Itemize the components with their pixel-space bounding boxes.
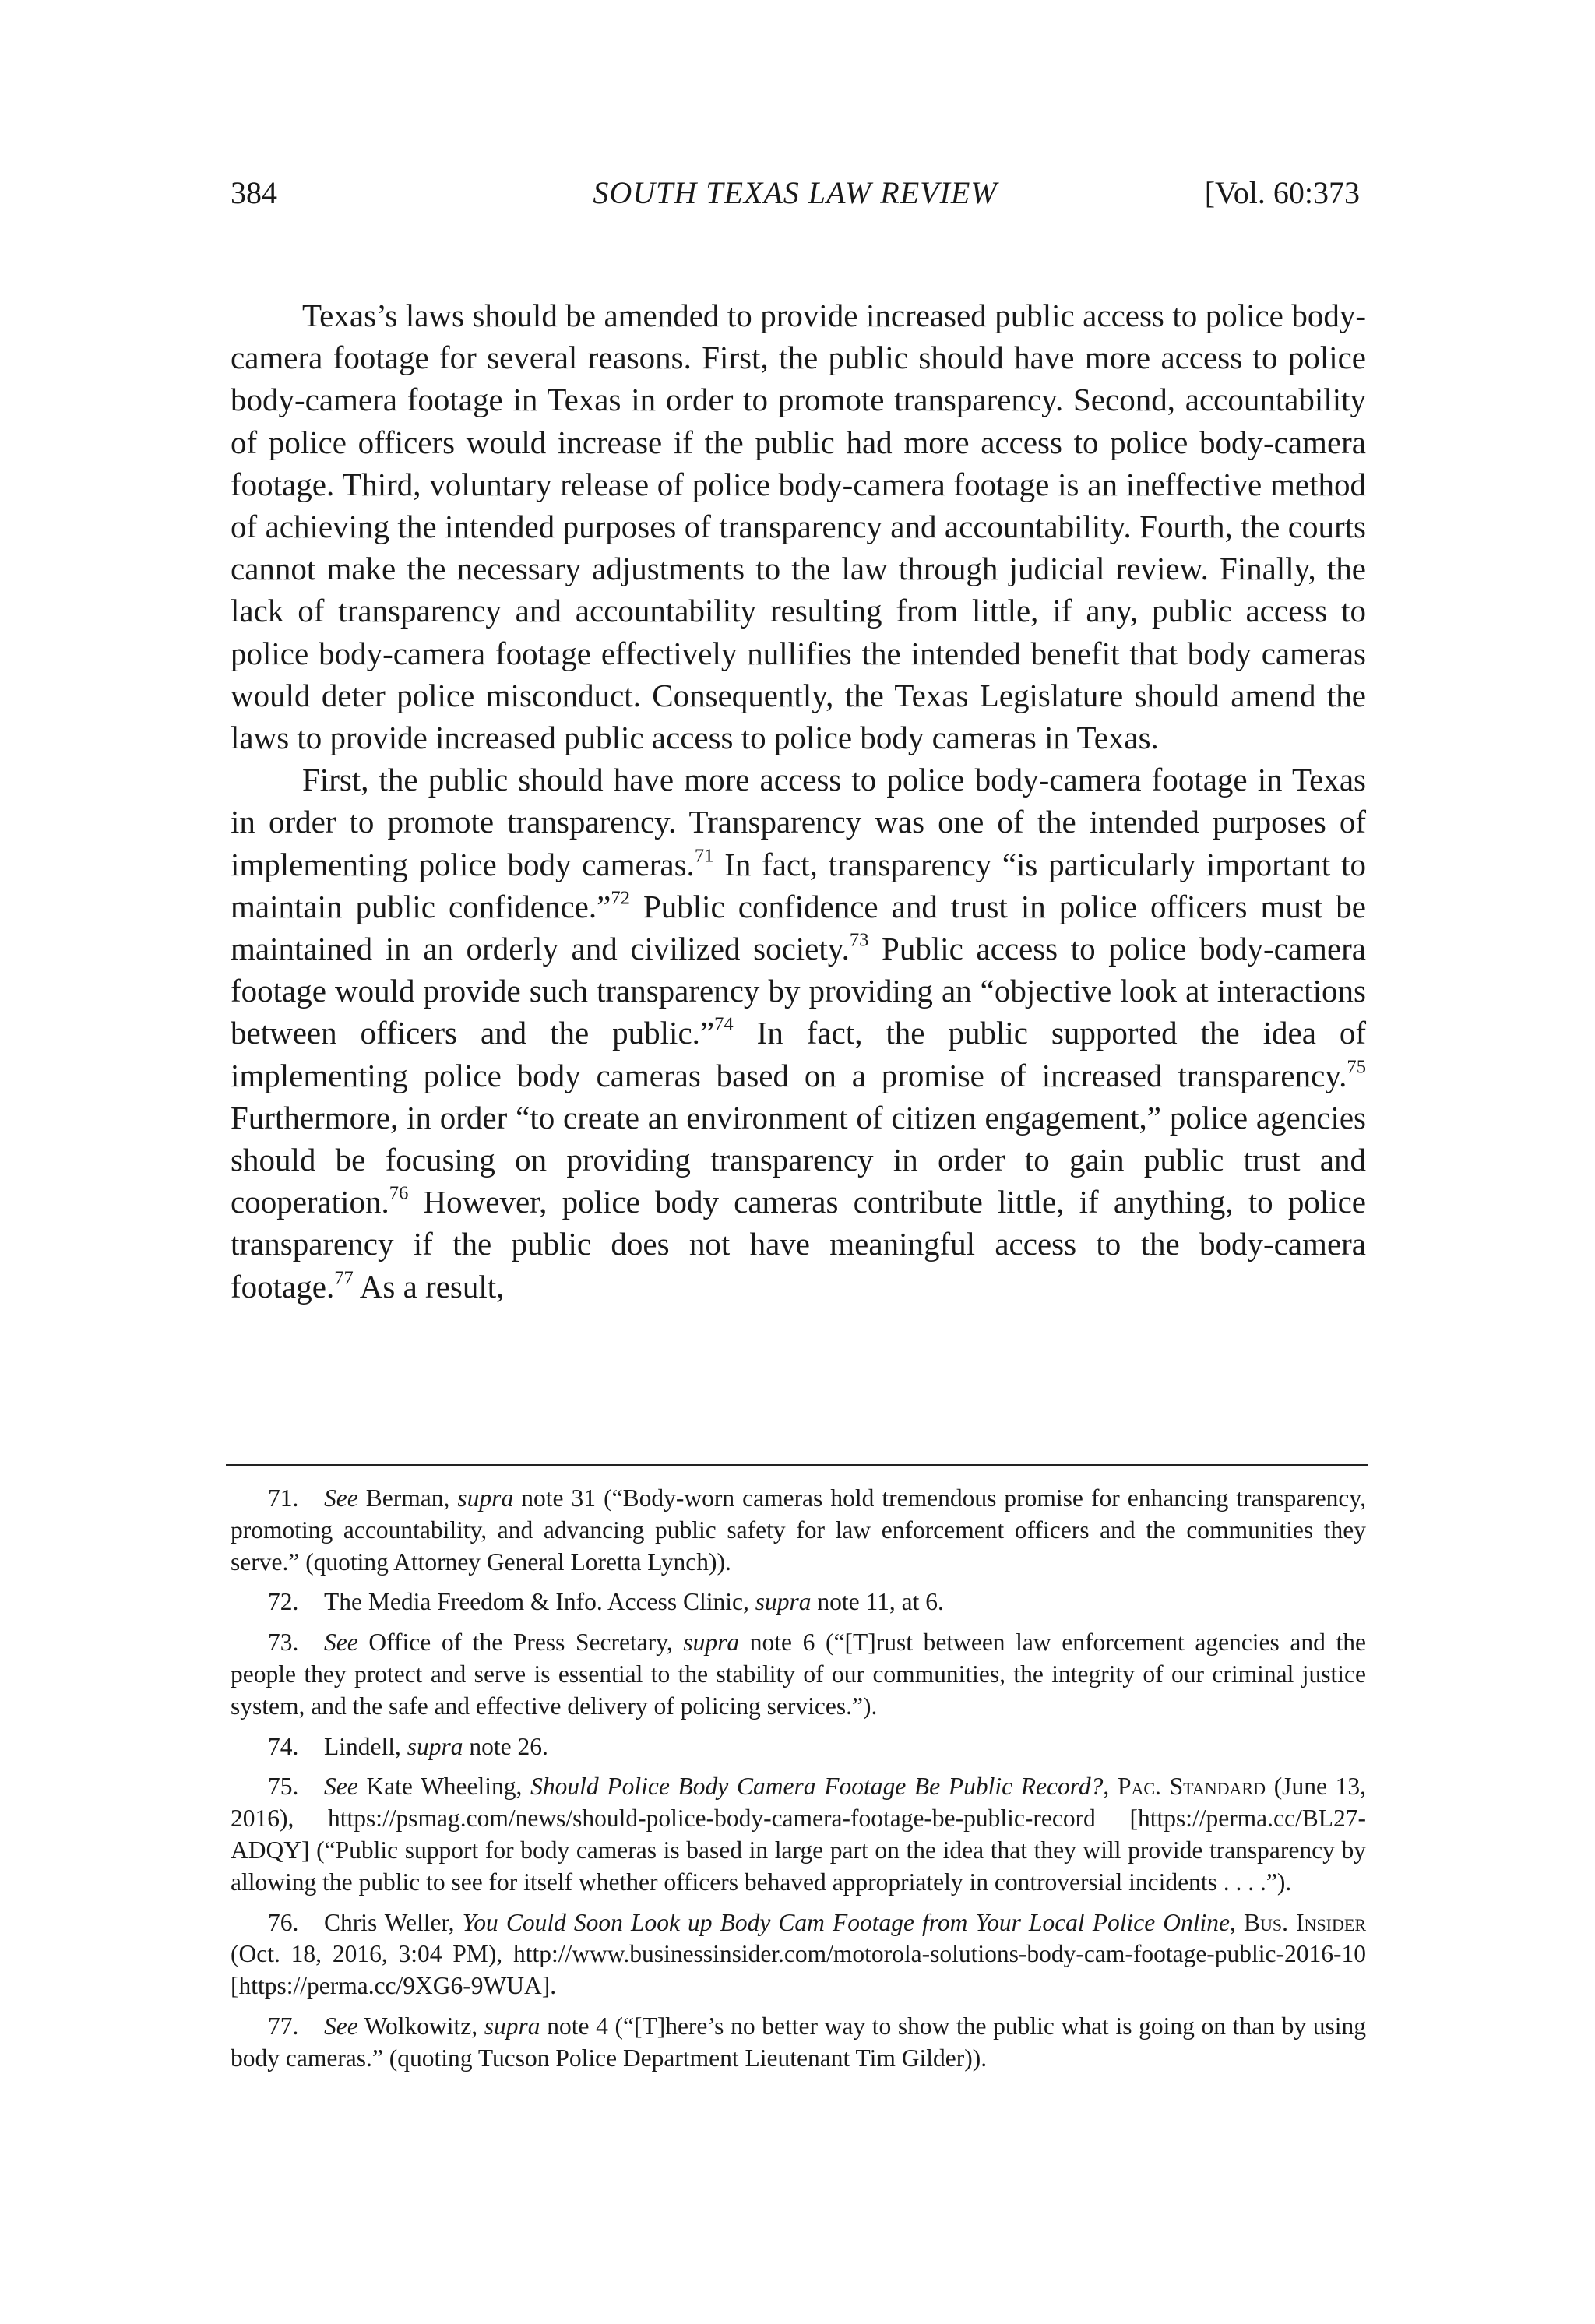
footnote-74: 74. Lindell, supra note 26. bbox=[268, 1732, 548, 1760]
footnote-77: 77. See Wolkowitz, supra note 4 (“[T]here’s no better way to show the public what is going on than by using body cameras.” (quoting Tucson Police Department Lieutenant Tim Gilder)). bbox=[231, 2012, 1366, 2072]
page-number: 384 bbox=[231, 175, 277, 210]
running-header bbox=[231, 170, 1360, 217]
footnote-ref-76: 76 bbox=[389, 1182, 409, 1204]
journal-title: SOUTH TEXAS LAW REVIEW bbox=[593, 175, 998, 210]
footnote-72: 72. The Media Freedom & Info. Access Clinic, supra note 11, at 6. bbox=[268, 1588, 944, 1616]
footnote-ref-72: 72 bbox=[611, 887, 630, 909]
paragraph-1: Texas’s laws should be amended to provide increased public access to police body-camera footage for several reasons. First, the public should have more access to police body-camera footage in Texas in order to promote transparency. Second, accountability of police officers would increase if the public had more access to police body-camera footage. Third, voluntary release of police body-camera footage is an ineffective method of achieving the intended purposes of transparency and accountability. Fourth, the courts cannot make the necessary adjustments to the law through judicial review. Finally, the lack of transparency and accountability resulting from little, if any, public access to police body-camera footage effectively nullifies the intended benefit that body cameras would deter police misconduct. Consequently, the Texas Legislature should amend the laws to provide increased public access to police body cameras in Texas. bbox=[231, 298, 1366, 756]
footnote-76: 76. Chris Weller, You Could Soon Look up Body Cam Footage from Your Local Police Online, Bus. Insider (Oct. 18, 2016, 3:04 PM), http://www.businessinsider.com/motorola-solutions-body-cam-footage-public-2016-10 [https://perma.cc/9XG6-9WUA]. bbox=[231, 1908, 1367, 2000]
paragraph-2: First, the public should have more access to police body-camera footage in Texas in order to promote transparency. Transparency was one of the intended purposes of implementing police body cameras.$^{71}$ In fact, transparency “is particularly important to maintain public confidence.”$^{72}$ Public confidence and trust in police officers must be maintained in an orderly and civilized society.$^{73}$ Public access to police body-camera footage would provide such transparency by providing an “objective look at interactions between officers and the public.”$^{74}$ In fact, the public supported the idea of implementing police body cameras based on a promise of increased transparency.$^{75}$ Furthermore, in order “to create an environment of citizen engagement,” police agencies should be focusing on providing transparency in order to gain public trust and cooperation.$^{76}$ However, police body cameras contribute little, if anything, to police transparency if the public does not have meaningful access to the body-camera footage.$^{77}$ As a result, bbox=[231, 762, 1366, 1305]
footnote-separator bbox=[226, 1464, 1368, 1466]
footnote-ref-71: 71 bbox=[694, 844, 714, 866]
main-text bbox=[231, 294, 1366, 1308]
footnote-71: 71. See Berman, supra note 31 (“Body-worn cameras hold tremendous promise for enhancing transparency, promoting accountability, and advancing public safety for law enforcement officers and the communities they serve.” (quoting Attorney General Loretta Lynch)). bbox=[231, 1484, 1366, 1576]
footnotes bbox=[231, 1483, 1366, 2083]
footnote-ref-77: 77 bbox=[334, 1266, 354, 1288]
volume-citation: [Vol. 60:373 bbox=[1204, 175, 1360, 210]
footnote-75: 75. See Kate Wheeling, Should Police Body Camera Footage Be Public Record?, Pac. Standard (June 13, 2016), https://psmag.com/news/should-police-body-camera-footage-be-public-record [https://perma.cc/BL27-ADQY] (“Public support for body cameras is based in large part on the idea that they will provide transparency by allowing the public to see for itself whether officers behaved appropriately in controversial incidents . . . .”). bbox=[231, 1773, 1367, 1896]
footnote-73: 73. See Office of the Press Secretary, supra note 6 (“[T]rust between law enforcement agencies and the people they protect and serve is essential to the stability of our communities, the integrity of our criminal justice system, and the safe and effective delivery of policing services.”). bbox=[231, 1629, 1366, 1720]
footnote-ref-74: 74 bbox=[714, 1013, 734, 1035]
footnote-ref-75: 75 bbox=[1347, 1055, 1366, 1077]
footnote-ref-73: 73 bbox=[849, 929, 869, 951]
